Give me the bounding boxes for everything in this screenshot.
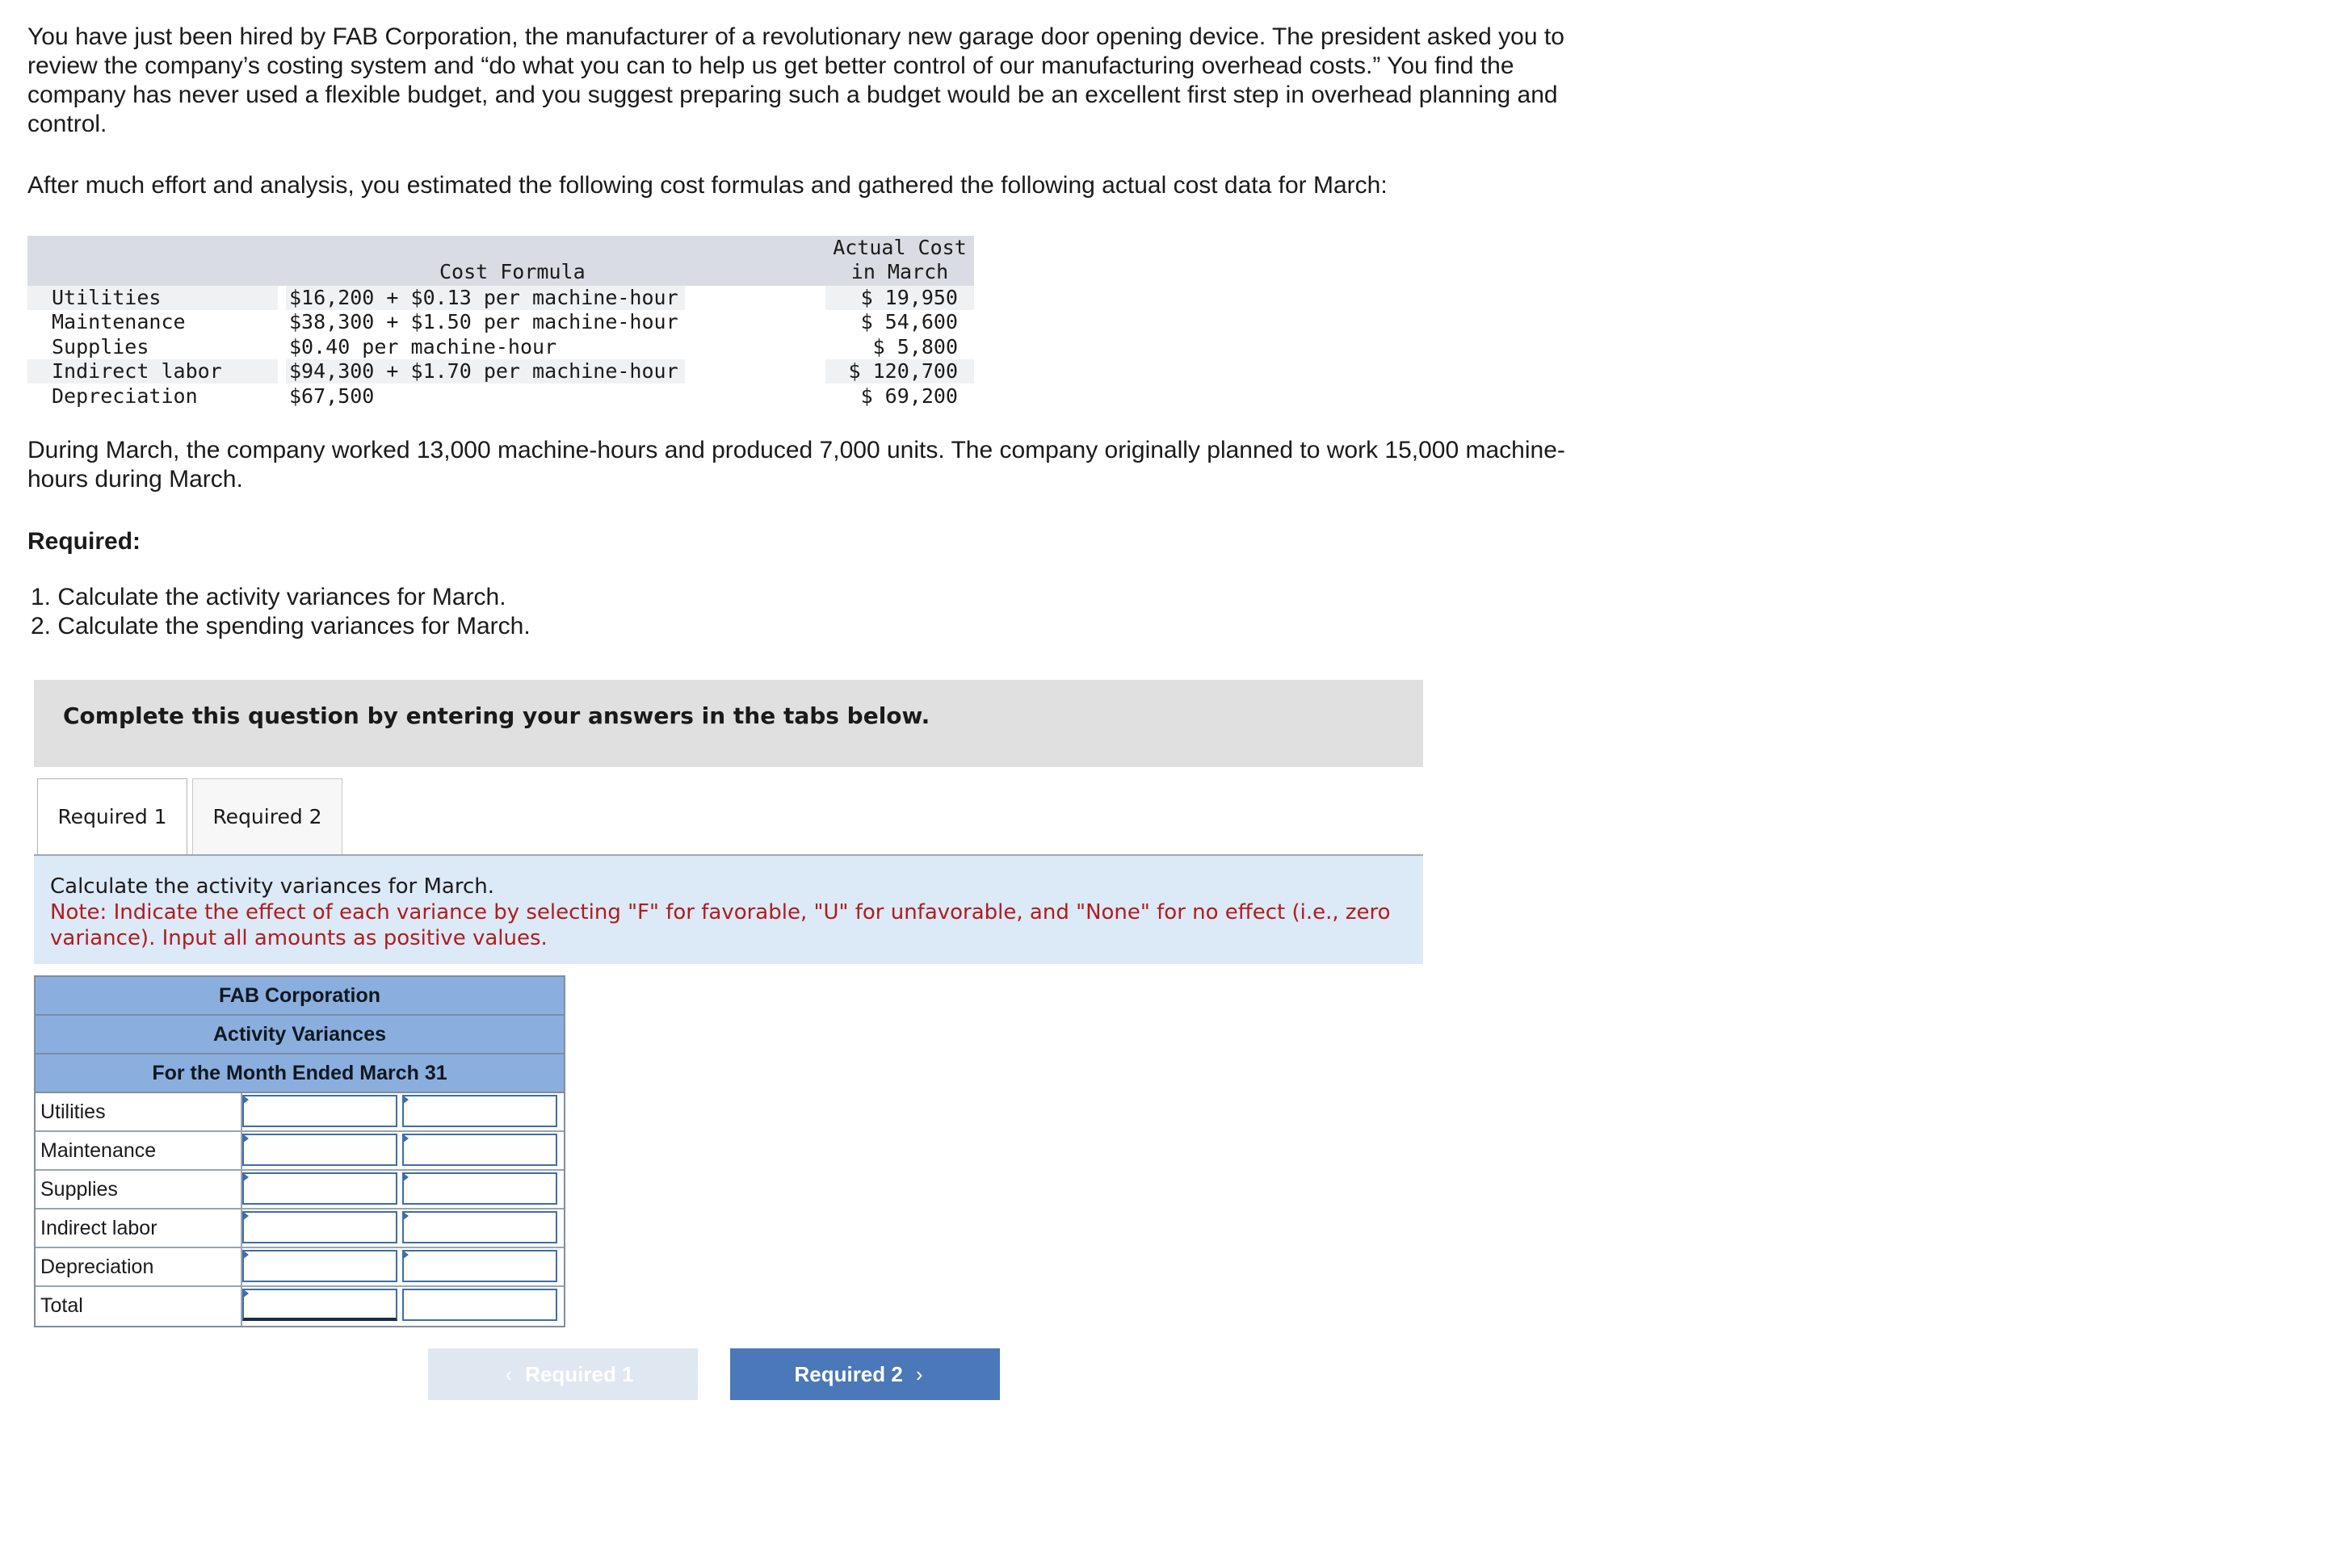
row-label-depreciation: Depreciation: [40, 1256, 154, 1278]
prev-button-label: Required 1: [525, 1362, 634, 1386]
dropdown-marker-icon: [402, 1172, 409, 1182]
actual-cost-header: [825, 236, 974, 284]
required-heading: Required:: [27, 528, 141, 555]
indirect-labor-variance-effect-input[interactable]: [402, 1211, 557, 1243]
dropdown-marker-icon: [242, 1172, 249, 1182]
cost-row-formula: $0.40 per machine-hour: [289, 334, 557, 358]
cost-row-formula: $67,500: [289, 384, 375, 408]
table-row: [36, 1210, 564, 1248]
cost-row-formula: $16,200 + $0.13 per machine-hour: [289, 286, 678, 309]
next-button-label: Required 2: [794, 1362, 903, 1386]
cost-row-actual: $ 69,200: [860, 384, 958, 408]
tab-required-1[interactable]: Required 1: [37, 778, 187, 857]
cost-row: [27, 384, 974, 409]
cost-row-actual: $ 19,950: [860, 286, 958, 309]
row-label-maintenance: Maintenance: [40, 1139, 157, 1162]
actual-cost-header-line1: Actual Cost: [833, 236, 967, 259]
row-label-supplies: Supplies: [40, 1178, 118, 1201]
cost-formula-header: Cost Formula: [439, 260, 586, 283]
total-variance-effect-input[interactable]: [402, 1289, 557, 1321]
supplies-variance-amount-input[interactable]: [242, 1172, 397, 1205]
dropdown-marker-icon: [242, 1289, 249, 1298]
table-row: [36, 1093, 564, 1132]
total-variance-amount-input[interactable]: [242, 1289, 397, 1321]
utilities-variance-effect-input[interactable]: [402, 1095, 557, 1127]
cost-row-name: Supplies: [52, 334, 149, 358]
complete-instructions-text: Complete this question by entering your answers in the tabs below.: [63, 702, 930, 729]
depreciation-variance-effect-input[interactable]: [402, 1250, 557, 1282]
cost-row-actual: $ 54,600: [860, 310, 958, 334]
tab-required-2[interactable]: Required 2: [192, 778, 342, 856]
table-company-header: FAB Corporation: [36, 977, 564, 1016]
depreciation-variance-amount-input[interactable]: [242, 1250, 397, 1282]
table-row: [36, 1248, 564, 1287]
cost-row-name: Indirect labor: [52, 359, 222, 384]
next-required-button[interactable]: [730, 1348, 1000, 1400]
indirect-labor-variance-amount-input[interactable]: [242, 1211, 397, 1243]
dropdown-marker-icon: [402, 1095, 409, 1105]
cost-row-formula: $38,300 + $1.50 per machine-hour: [289, 310, 678, 334]
cost-formula-table: [27, 236, 974, 409]
actual-cost-header-line2: in March: [850, 260, 949, 283]
complete-instructions-box: [34, 680, 1423, 767]
during-paragraph: During March, the company worked 13,000 machine-hours and produced 7,000 units. The company originally planned to work 15,000 machine-hours during March.: [27, 437, 1565, 493]
table-row: [36, 1287, 564, 1326]
activity-variances-table: [34, 975, 565, 1327]
dropdown-marker-icon: [242, 1211, 249, 1221]
table-title-header: Activity Variances: [36, 1016, 564, 1054]
instruction-note: Note: Indicate the effect of each variance by selecting "F" for favorable, "U" for unfavorable, and "None" for no effect (i.e., zero variance). Input all amounts as positive values.: [50, 900, 1391, 950]
cost-row: [27, 310, 974, 334]
dropdown-marker-icon: [402, 1134, 409, 1143]
cost-row-actual: $ 5,800: [872, 334, 958, 358]
cost-row-formula: $94,300 + $1.70 per machine-hour: [289, 359, 678, 384]
dropdown-marker-icon: [402, 1250, 409, 1260]
dropdown-marker-icon: [242, 1134, 249, 1143]
row-label-indirect-labor: Indirect labor: [40, 1217, 157, 1239]
cost-row: [27, 335, 974, 359]
dropdown-marker-icon: [242, 1250, 249, 1260]
cost-row-name: Depreciation: [52, 384, 198, 408]
required-item: 1. Calculate the activity variances for March.: [31, 584, 506, 610]
required-list: [31, 583, 531, 641]
required-item: 2. Calculate the spending variances for March.: [31, 613, 531, 639]
maintenance-variance-amount-input[interactable]: [242, 1134, 397, 1166]
instruction-panel: [34, 856, 1423, 964]
intro-paragraph: You have just been hired by FAB Corporation, the manufacturer of a revolutionary new garage door opening device. The president asked you to review the company’s costing system and “do what you can to help us get better control of our manufacturing overhead costs.” You find the company has never used a flexible budget, and you suggest preparing such a budget would be an excellent first step in overhead planning and control.: [27, 23, 1564, 137]
table-row: [36, 1171, 564, 1210]
row-label-total: Total: [40, 1294, 83, 1317]
intro-paragraph-2: After much effort and analysis, you estimated the following cost formulas and gathered the following actual cost data for March:: [27, 172, 1388, 199]
cost-row-name: Maintenance: [52, 310, 186, 334]
cost-row-actual: $ 120,700: [848, 359, 958, 384]
dropdown-marker-icon: [402, 1211, 409, 1221]
maintenance-variance-effect-input[interactable]: [402, 1134, 557, 1166]
dropdown-marker-icon: [242, 1095, 249, 1105]
cost-row: [27, 286, 974, 310]
utilities-variance-amount-input[interactable]: [242, 1095, 397, 1127]
chevron-right-icon: ›: [915, 1362, 923, 1386]
cost-row-name: Utilities: [52, 286, 162, 309]
table-period-header: For the Month Ended March 31: [36, 1054, 564, 1093]
instruction-text: Calculate the activity variances for March.: [50, 874, 495, 899]
cost-table-header: [27, 236, 974, 286]
supplies-variance-effect-input[interactable]: [402, 1172, 557, 1205]
chevron-left-icon: ‹: [505, 1362, 513, 1386]
prev-required-button[interactable]: [428, 1348, 698, 1400]
cost-row: [27, 359, 974, 384]
table-row: [36, 1132, 564, 1171]
row-label-utilities: Utilities: [40, 1101, 106, 1123]
